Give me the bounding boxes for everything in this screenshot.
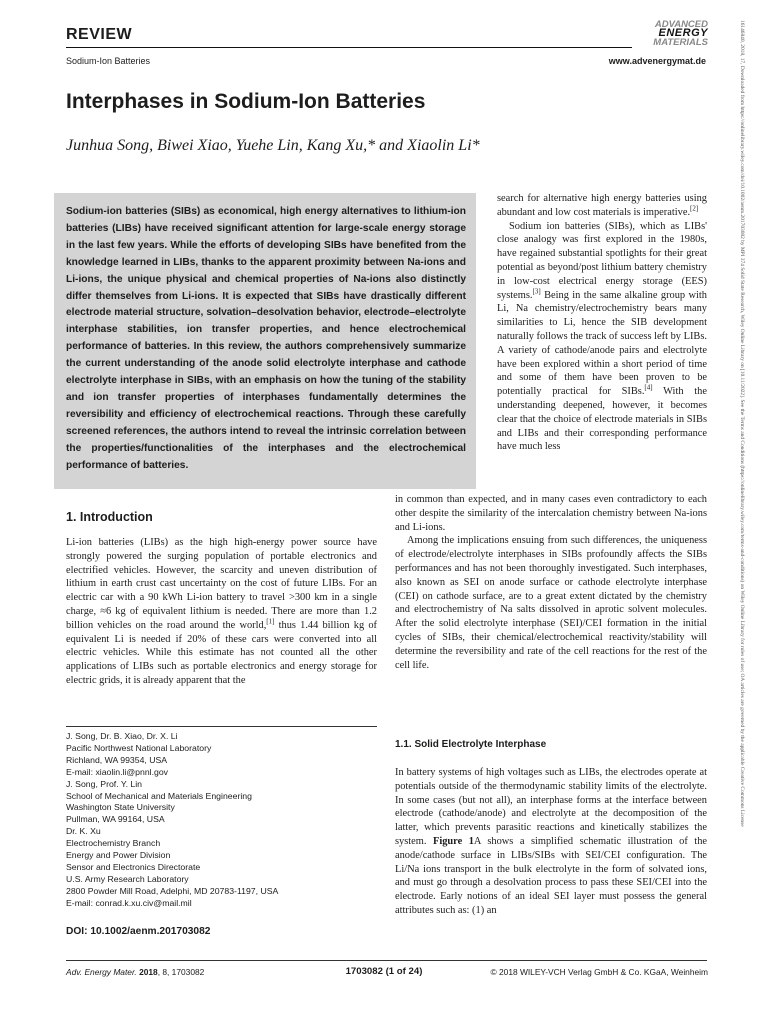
introduction-text [66,536,377,688]
journal-logo-line-1: ADVANCED [654,19,708,30]
footer-year: 2018 [139,967,158,977]
affiliation-line: Washington State University [66,802,175,813]
journal-url-link[interactable]: www.advenergymat.de [608,56,706,66]
affiliation-line: Richland, WA 99354, USA [66,754,168,765]
paragraph-text: With the understanding deepened, however, it becomes clear that the choice of electrode materials in SIBs and LIBs and their corresponding performance have much less [497,386,707,453]
paragraph [497,192,707,220]
paragraph-text: In battery systems of high voltages such as LIBs, the electrodes operate at potentials outside of the thermodynamic stability limits of the electrolyte. In some cases (but not all), an interphase forms at the interface between electrode (cathode/anode) and electrolyte at the decomposition of the latter, which prevents parasitic reactions and kinetically stabilizes the system. [395,767,707,847]
paragraph-text: Li-ion batteries (LIBs) as the high high-energy power source have strongly powered the surging population of portable electronics and electrified vehicles. However, the scarcity and uneven distribution of lithium in earth crust cast uncertainty on the cost of future LIBs. For an electric car with a 90 kWh Li-ion battery to travel >300 km in a single charge, ≈6 kg of equivalent lithium is needed. There are more than 1.2 billion vehicles on the road around the world, [66,537,377,631]
abstract-box [54,193,476,489]
figure-reference-link[interactable]: Figure 1 [432,835,474,847]
reference-link[interactable]: [2] [690,204,699,213]
affiliation-line: Pacific Northwest National Laboratory [66,742,212,753]
right-column-continued [395,493,707,672]
paragraph-text: thus 1.44 billion kg of equivalent Li is needed if 20% of these cars were converted into all electric vehicles. While this estimate has not counted all the other applications of LIBs such as portable electronics and energy storage for electric grids, it is already apparent that the [66,619,377,686]
section-heading-sei: 1.1. Solid Electrolyte Interphase [395,739,547,750]
author-list: Junhua Song, Biwei Xiao, Yuehe Lin, Kang Xu,* and Xiaolin Li* [66,137,480,154]
reference-link[interactable]: [3] [532,287,541,296]
affiliations [66,731,377,910]
paragraph: Among the implications ensuing from such differences, the uniqueness of electrode/electrolyte interphases in SIBs profoundly affects the SIBs performances and has not been thoroughly investigated. Such interphases, also known as SEI on anode surface or cathode electrolyte interphase (CEI) on cathode surface, are to a great extent dictated by the chemistry and electrochemistry of Na salts dissolved in aprotic solvent molecules. After the solid electrolyte interphase (SEI)/CEI formation in the initial cycles of SIBs, their chemical/electrochemical reactivity/stability will determine the reversibility and rate of the cell reactions for the rest of the cell life. [395,535,707,671]
page-number: 1703082 (1 of 24) [345,966,423,977]
affiliation-line: Energy and Power Division [66,850,171,861]
affiliation-line: Dr. K. Xu [66,826,101,837]
article-title: Interphases in Sodium-Ion Batteries [66,90,426,113]
reference-link[interactable]: [1] [266,617,275,626]
paragraph: in common than expected, and in many cases even contradictory to each other despite the similarity of the intercalation chemistry between Na-ions and Li-ions. [395,494,707,533]
footer-rule [66,960,707,961]
affiliation-line: Electrochemistry Branch [66,838,161,849]
affiliation-line: School of Mechanical and Materials Engineering [66,790,252,801]
section-label: Sodium-Ion Batteries [66,56,151,66]
paragraph [66,536,377,688]
journal-logo-line-3: MATERIALS [653,37,708,48]
journal-logo [634,20,708,47]
affiliation-line: Pullman, WA 99164, USA [66,814,165,825]
paragraph [395,766,707,918]
right-column-text [497,192,707,454]
footer-journal: Adv. Energy Mater. [66,967,137,977]
affiliation-line: U.S. Army Research Laboratory [66,873,189,884]
abstract-text: Sodium-ion batteries (SIBs) as economical, high energy alternatives to lithium-ion batteries (LIBs) have received significant attention for large-scale energy storage in the last few years. While the efforts of developing SIBs have benefited from the knowledge learned in LIBs, thanks to the apparent proximity between Na-ions and Li-ions, the unique physical and chemical properties of Na-ions also distinctly differ themselves from Li-ions. It is expected that SIBs have drastically different electrode material structure, solvation–desolvation behavior, electrode–electrolyte interphase stabilities, ion transfer properties, and hence electrochemical performance of batteries. In this review, the authors comprehensively summarize the current understanding of the anode solid electrolyte interphase and cathode electrolyte interphase in SIBs, with an emphasis on how the tuning of the stability and ion transfer properties of interphases fundamentally determines the reversibility and efficiency of electrochemical reactions. Through these carefully screened references, the authors intend to reveal the intrinsic correlation between the properties/functionalities of the interphases and the electrochemical performance of batteries. [66,206,466,471]
copyright-notice: © 2018 WILEY-VCH Verlag GmbH & Co. KGaA, Weinheim [490,967,708,977]
affiliation-email[interactable]: E-mail: conrad.k.xu.civ@mail.mil [66,897,192,908]
paragraph-text: A shows a simplified schematic illustration of the anode/cathode surface in LIBs/SIBs with SEI/CEI configuration. The Li/Na ions transport in the bulk electrolyte in the form of solvated ions, and must go through a desolvation process to pass these SEI/CEI into the electrode. Early notions of an ideal SEI layer must possess the general attributes such as: (1) an [395,835,707,916]
section-heading-introduction: 1. Introduction [66,510,153,524]
download-notice: 16146840, 2018, 17, Downloaded from https://onlinelibrary.wiley.com/doi/10.1002/aenm.201703082 by MPI 374 Solid State Research, Wiley Online Library on [10.11/2022]. See the Terms and Conditions (https://onlinelibrary.wiley.com/terms-and-conditions) on Wiley Online Library for rules of use; OA articles are governed by the applicable Creative Commons License [739,20,745,827]
journal-logo-line-2: ENERGY [658,27,708,39]
sei-section-text [395,766,707,918]
affiliation-line: J. Song, Prof. Y. Lin [66,778,142,789]
doi-link[interactable]: DOI: 10.1002/aenm.201703082 [66,926,211,937]
article-type-label: REVIEW [66,26,133,43]
footer-volume: , 8, 1703082 [157,967,205,977]
affiliation-line: 2800 Powder Mill Road, Adelphi, MD 20783-1197, USA [66,885,279,896]
affiliation-line: Sensor and Electronics Directorate [66,861,201,872]
paragraph [497,220,707,455]
affiliation-email[interactable]: E-mail: xiaolin.li@pnnl.gov [66,766,169,777]
paragraph-text: search for alternative high energy batteries using abundant and low cost materials is imperative. [497,193,707,218]
paragraph-text: Sodium ion batteries (SIBs), which as LIBs' close analogy was first explored in the 1980s, have regained substantial spotlights for their great potential as beyond/post lithium battery chemistry in low-cost electrical energy storage (EES) systems. [497,220,707,301]
paragraph-text: Being in the same alkaline group with Li, Na chemistry/electrochemistry bears many similarities to Li, hence the SIB development naturally follows the track of success left by LIBs. A variety of cathode/anode pairs and electrolyte have been explored within a short period of time and some of them have been proven to be potentially practical for SIBs. [497,289,707,398]
affiliation-line: J. Song, Dr. B. Xiao, Dr. X. Li [66,731,178,741]
header-rule [66,47,632,48]
reference-link[interactable]: [4] [644,383,653,392]
affiliation-rule [66,726,377,727]
